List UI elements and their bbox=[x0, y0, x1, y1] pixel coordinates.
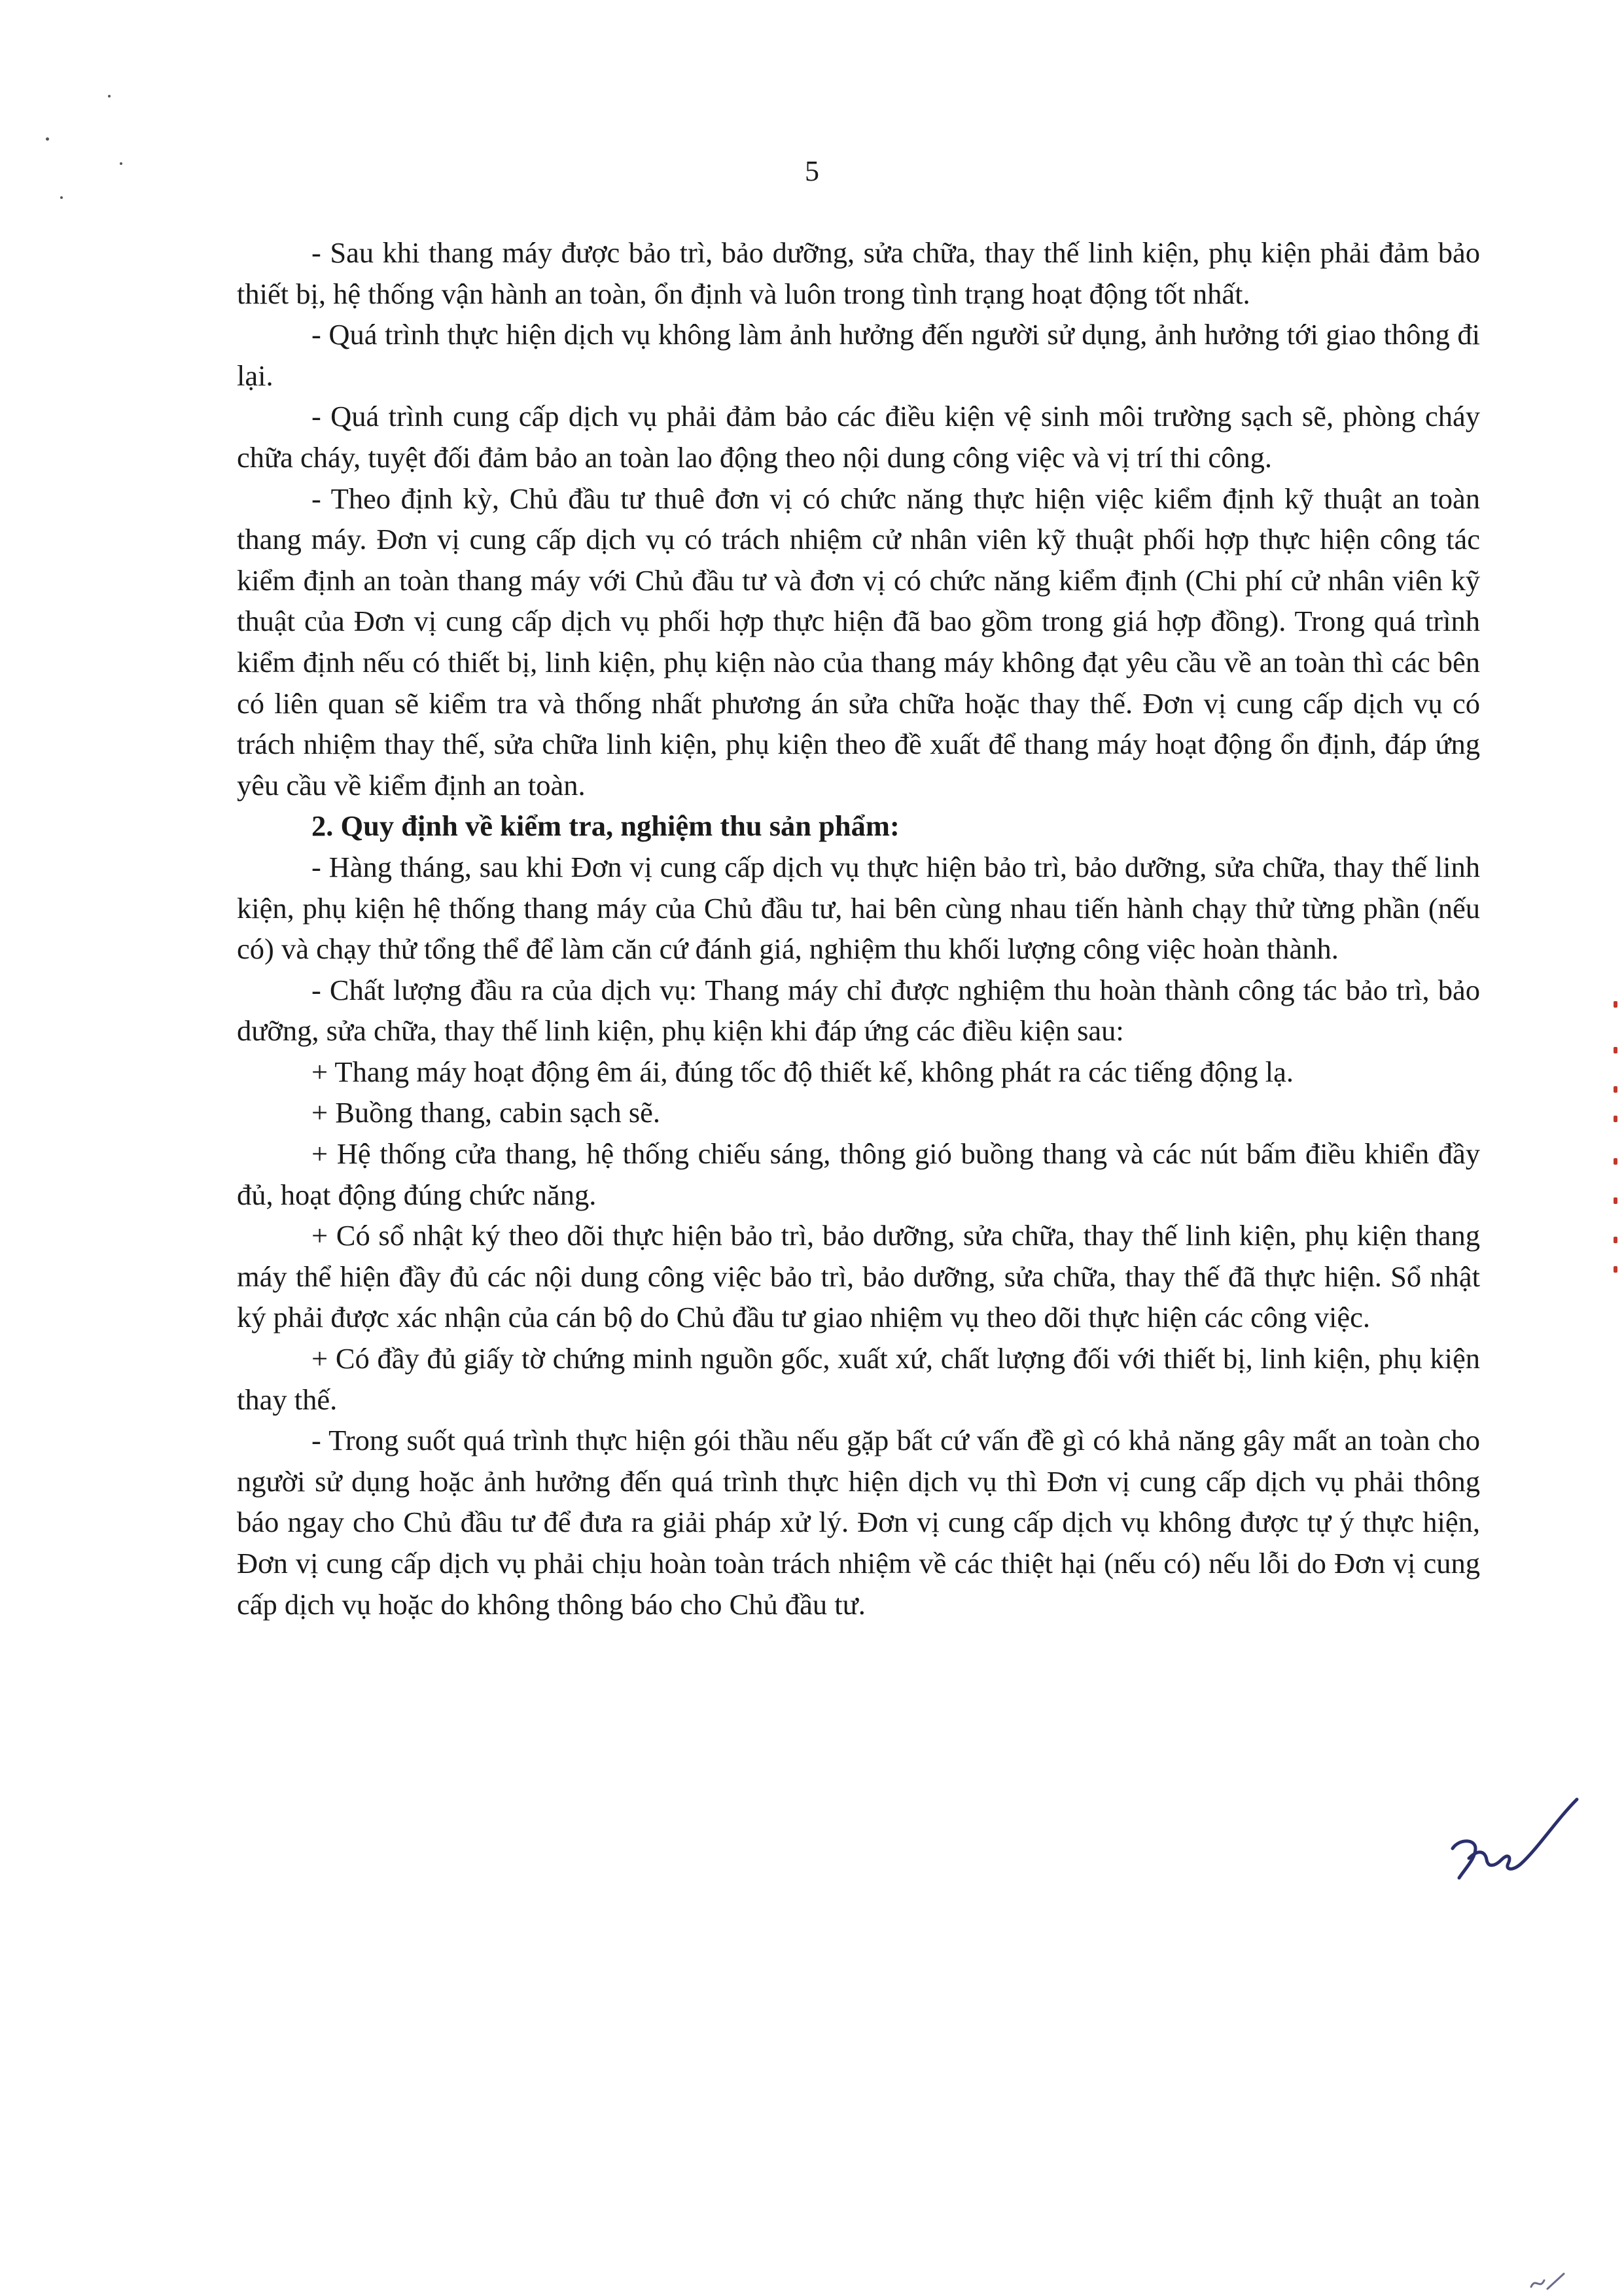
page-number: 5 bbox=[805, 155, 819, 187]
paragraph: - Hàng tháng, sau khi Đơn vị cung cấp dịch vụ thực hiện bảo trì, bảo dưỡng, sửa chữa, thay thế linh kiện, phụ kiện hệ thống thang máy của Chủ đầu tư, hai bên cùng nhau tiến hành chạy thử từng phần (nếu có) và chạy thử tổng thể để làm căn cứ đánh giá, nghiệm thu khối lượng công việc hoàn thành. bbox=[237, 850, 1480, 966]
margin-mark bbox=[1614, 1116, 1617, 1122]
scan-speck bbox=[108, 95, 111, 97]
paragraph: - Sau khi thang máy được bảo trì, bảo dưỡng, sửa chữa, thay thế linh kiện, phụ kiện phải đảm bảo thiết bị, hệ thống vận hành an toàn, ổn định và luôn trong tình trạng hoạt động tốt nhất. bbox=[237, 236, 1480, 310]
margin-mark bbox=[1614, 1047, 1617, 1053]
paragraph: - Trong suốt quá trình thực hiện gói thầu nếu gặp bất cứ vấn đề gì có khả năng gây mất an toàn cho người sử dụng hoặc ảnh hưởng đến quá trình thực hiện dịch vụ thì Đơn vị cung cấp dịch vụ phải thông báo ngay cho Chủ đầu tư để đưa ra giải pháp xử lý. Đơn vị cung cấp dịch vụ không được tự ý thực hiện, Đơn vị cung cấp dịch vụ phải chịu hoàn toàn trách nhiệm về các thiệt hại (nếu có) nếu lỗi do Đơn vị cung cấp dịch vụ hoặc do không thông báo cho Chủ đầu tư. bbox=[237, 1424, 1480, 1621]
paragraph: - Chất lượng đầu ra của dịch vụ: Thang máy chỉ được nghiệm thu hoàn thành công tác bảo trì, bảo dưỡng, sửa chữa, thay thế linh kiện, phụ kiện khi đáp ứng các điều kiện sau: bbox=[237, 973, 1480, 1048]
scan-speck bbox=[46, 137, 49, 141]
margin-mark bbox=[1614, 1237, 1617, 1243]
handwritten-initials bbox=[1439, 1786, 1583, 1884]
corner-scribble bbox=[1528, 2270, 1567, 2293]
paragraph: - Quá trình cung cấp dịch vụ phải đảm bảo các điều kiện vệ sinh môi trường sạch sẽ, phòng cháy chữa cháy, tuyệt đối đảm bảo an toàn lao động theo nội dung công việc và vị trí thi công. bbox=[237, 400, 1480, 474]
margin-mark bbox=[1614, 1158, 1617, 1165]
paragraph: - Quá trình thực hiện dịch vụ không làm ảnh hưởng đến người sử dụng, ảnh hưởng tới giao thông đi lại. bbox=[237, 318, 1480, 392]
paragraph: - Theo định kỳ, Chủ đầu tư thuê đơn vị có chức năng thực hiện việc kiểm định kỹ thuật an toàn thang máy. Đơn vị cung cấp dịch vụ có trách nhiệm cử nhân viên kỹ thuật phối hợp thực hiện công tác kiểm định an toàn thang máy với Chủ đầu tư và đơn vị có chức năng kiểm định (Chi phí cử nhân viên kỹ thuật của Đơn vị cung cấp dịch vụ phối hợp thực hiện đã bao gồm trong giá hợp đồng). Trong quá trình kiểm định nếu có thiết bị, linh kiện, phụ kiện nào của thang máy không đạt yêu cầu về an toàn thì các bên có liên quan sẽ kiểm tra và thống nhất phương án sửa chữa hoặc thay thế. Đơn vị cung cấp dịch vụ có trách nhiệm thay thế, sửa chữa linh kiện, phụ kiện theo đề xuất để thang máy hoạt động ổn định, đáp ứng yêu cầu về kiểm định an toàn. bbox=[237, 482, 1480, 802]
margin-mark bbox=[1614, 1266, 1617, 1273]
list-item: + Có sổ nhật ký theo dõi thực hiện bảo trì, bảo dưỡng, sửa chữa, thay thế linh kiện, phụ kiện thang máy thể hiện đầy đủ các nội dung công việc bảo trì, bảo dưỡng, sửa chữa, thay thế đã thực hiện. Sổ nhật ký phải được xác nhận của cán bộ do Chủ đầu tư giao nhiệm vụ theo dõi thực hiện các công việc. bbox=[237, 1219, 1480, 1334]
margin-stamp-marks bbox=[1614, 1001, 1620, 1276]
list-item: + Thang máy hoạt động êm ái, đúng tốc độ thiết kế, không phát ra các tiếng động lạ. bbox=[311, 1055, 1294, 1088]
list-item: + Hệ thống cửa thang, hệ thống chiếu sáng, thông gió buồng thang và các nút bấm điều khiển đầy đủ, hoạt động đúng chức năng. bbox=[237, 1137, 1480, 1211]
margin-mark bbox=[1614, 1197, 1617, 1204]
scan-speck bbox=[60, 196, 63, 199]
list-item: + Có đầy đủ giấy tờ chứng minh nguồn gốc, xuất xứ, chất lượng đối với thiết bị, linh kiện, phụ kiện thay thế. bbox=[237, 1342, 1480, 1416]
margin-mark bbox=[1614, 1086, 1617, 1093]
margin-mark bbox=[1614, 1001, 1617, 1008]
section-heading: 2. Quy định về kiểm tra, nghiệm thu sản phẩm: bbox=[311, 809, 900, 843]
document-body bbox=[237, 232, 1480, 1625]
list-item: + Buồng thang, cabin sạch sẽ. bbox=[311, 1096, 661, 1129]
